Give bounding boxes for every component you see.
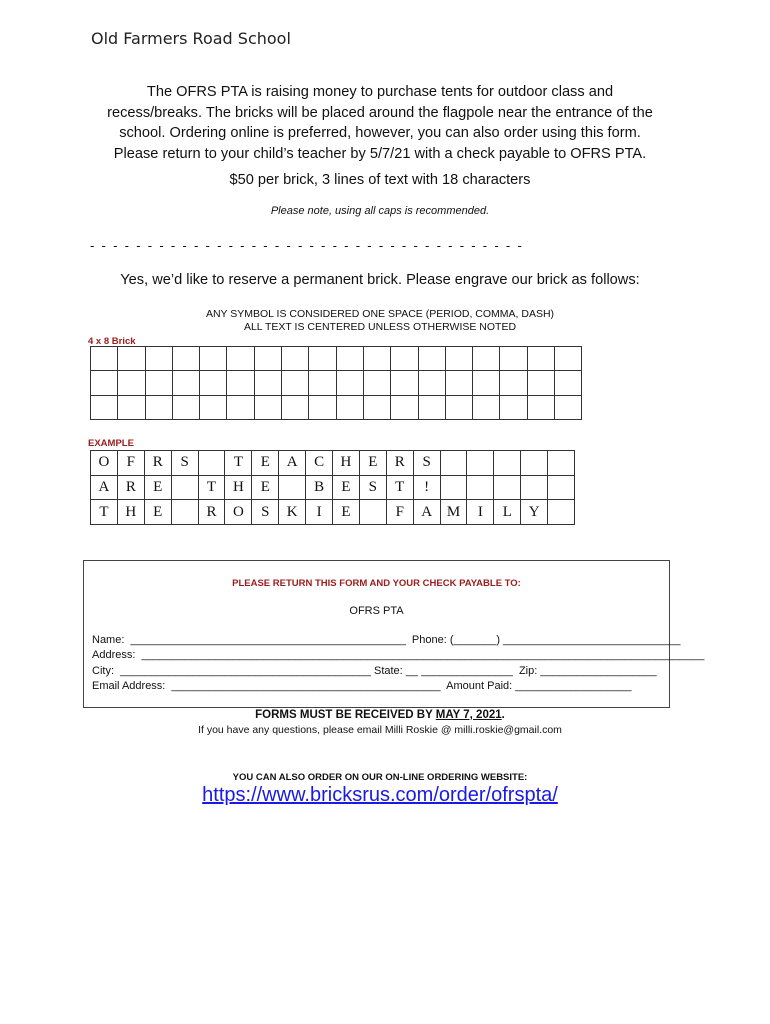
brick-letter-cell[interactable] <box>200 395 227 419</box>
brick-letter-cell[interactable] <box>172 347 199 371</box>
brick-letter-cell[interactable] <box>336 347 363 371</box>
brick-letter-cell[interactable] <box>363 395 390 419</box>
example-letter-cell: I <box>306 500 333 525</box>
example-letter-cell: T <box>225 451 252 476</box>
brick-letter-cell[interactable] <box>391 371 418 395</box>
deadline-suffix: . <box>501 709 505 721</box>
intro-line: school. Ordering online is preferred, however, you can also order using this form. <box>119 125 641 141</box>
brick-letter-cell[interactable] <box>418 395 445 419</box>
intro-line: Please return to your child’s teacher by 5/7/21 with a check payable to OFRS PTA. <box>113 145 647 162</box>
brick-letter-cell[interactable] <box>91 347 118 371</box>
brick-letter-cell[interactable] <box>172 371 199 395</box>
example-letter-cell: A <box>413 500 440 525</box>
brick-letter-cell[interactable] <box>500 371 527 395</box>
example-letter-cell: O <box>225 500 252 525</box>
example-letter-cell <box>440 451 467 476</box>
brick-letter-cell[interactable] <box>145 347 172 371</box>
email-amount-field[interactable]: Email Address: ____________________________________________ Amount Paid: ___________________ <box>92 680 632 692</box>
example-letter-cell <box>171 475 198 500</box>
intro-line: The OFRS PTA is raising money to purchase tents for outdoor class and <box>146 84 614 100</box>
brick-letter-cell[interactable] <box>282 395 309 419</box>
brick-letter-cell[interactable] <box>555 371 582 395</box>
brick-letter-cell[interactable] <box>418 347 445 371</box>
example-letter-cell <box>548 475 575 500</box>
school-name: Old Farmers Road School <box>91 29 291 48</box>
brick-letter-cell[interactable] <box>227 371 254 395</box>
price-info: $50 per brick, 3 lines of text with 18 characters <box>229 172 531 188</box>
brick-letter-cell[interactable] <box>309 395 336 419</box>
city-state-zip-field[interactable]: City: _________________________________________ State: __ _______________ Zip: ___________________ <box>92 665 657 677</box>
brick-letter-cell[interactable] <box>200 371 227 395</box>
brick-letter-cell[interactable] <box>500 395 527 419</box>
example-row <box>91 451 575 476</box>
example-letter-cell: H <box>117 500 144 525</box>
brick-entry-grid[interactable] <box>90 346 582 420</box>
deadline-date: MAY 7, 2021 <box>435 709 502 721</box>
brick-letter-cell[interactable] <box>282 347 309 371</box>
example-letter-cell: E <box>333 475 360 500</box>
brick-letter-cell[interactable] <box>418 371 445 395</box>
example-letter-cell: R <box>386 451 413 476</box>
brick-letter-cell[interactable] <box>445 395 472 419</box>
example-letter-cell: E <box>144 500 171 525</box>
deadline-prefix: FORMS MUST BE RECEIVED BY <box>255 709 436 721</box>
example-row <box>91 475 575 500</box>
brick-letter-cell[interactable] <box>527 395 554 419</box>
example-letter-cell: Y <box>521 500 548 525</box>
example-letter-cell: T <box>198 475 225 500</box>
brick-letter-cell[interactable] <box>527 347 554 371</box>
example-letter-cell: ! <box>413 475 440 500</box>
brick-letter-cell[interactable] <box>336 371 363 395</box>
example-label: EXAMPLE <box>88 438 134 449</box>
brick-grid-row <box>91 347 582 371</box>
brick-letter-cell[interactable] <box>200 347 227 371</box>
example-letter-cell <box>548 451 575 476</box>
example-letter-cell <box>548 500 575 525</box>
example-letter-cell <box>279 475 306 500</box>
brick-letter-cell[interactable] <box>145 371 172 395</box>
example-letter-cell: F <box>117 451 144 476</box>
example-letter-cell: E <box>144 475 171 500</box>
return-heading: PLEASE RETURN THIS FORM AND YOUR CHECK PAYABLE TO: <box>232 578 521 589</box>
example-letter-cell: O <box>91 451 118 476</box>
brick-grid-row <box>91 371 582 395</box>
brick-letter-cell[interactable] <box>172 395 199 419</box>
brick-letter-cell[interactable] <box>445 347 472 371</box>
intro-paragraph <box>80 82 680 164</box>
example-letter-cell <box>440 475 467 500</box>
example-letter-cell: A <box>91 475 118 500</box>
brick-letter-cell[interactable] <box>555 395 582 419</box>
example-letter-cell: S <box>413 451 440 476</box>
example-letter-cell: I <box>467 500 494 525</box>
example-letter-cell: H <box>225 475 252 500</box>
example-letter-cell: T <box>91 500 118 525</box>
brick-letter-cell[interactable] <box>254 371 281 395</box>
brick-letter-cell[interactable] <box>309 371 336 395</box>
contact-line: If you have any questions, please email Milli Roskie @ milli.roskie@gmail.com <box>198 724 562 736</box>
example-letter-cell <box>494 475 521 500</box>
brick-letter-cell[interactable] <box>91 395 118 419</box>
example-letter-cell: E <box>333 500 360 525</box>
example-grid <box>90 450 575 525</box>
rule-line: ALL TEXT IS CENTERED UNLESS OTHERWISE NOTED <box>243 321 517 333</box>
brick-letter-cell[interactable] <box>118 371 145 395</box>
example-letter-cell: F <box>386 500 413 525</box>
example-letter-cell: E <box>252 475 279 500</box>
address-field[interactable]: Address: ____________________________________________________________________________________________ <box>92 649 705 661</box>
example-letter-cell: L <box>494 500 521 525</box>
brick-letter-cell[interactable] <box>118 395 145 419</box>
brick-letter-cell[interactable] <box>473 395 500 419</box>
brick-grid-row <box>91 395 582 419</box>
example-letter-cell: R <box>198 500 225 525</box>
example-letter-cell: S <box>252 500 279 525</box>
example-letter-cell <box>467 451 494 476</box>
brick-letter-cell[interactable] <box>391 347 418 371</box>
name-phone-field[interactable]: Name: _____________________________________________ Phone: (_______) _____________________________ <box>92 634 681 646</box>
example-letter-cell <box>171 500 198 525</box>
brick-letter-cell[interactable] <box>527 371 554 395</box>
example-letter-cell: T <box>386 475 413 500</box>
example-letter-cell <box>494 451 521 476</box>
brick-letter-cell[interactable] <box>227 395 254 419</box>
example-letter-cell: A <box>279 451 306 476</box>
brick-size-label: 4 x 8 Brick <box>88 336 136 347</box>
example-letter-cell: B <box>306 475 333 500</box>
example-letter-cell: S <box>171 451 198 476</box>
example-row <box>91 500 575 525</box>
brick-letter-cell[interactable] <box>309 347 336 371</box>
example-letter-cell: R <box>117 475 144 500</box>
example-letter-cell: M <box>440 500 467 525</box>
brick-letter-cell[interactable] <box>336 395 363 419</box>
brick-letter-cell[interactable] <box>91 371 118 395</box>
example-letter-cell <box>521 475 548 500</box>
brick-letter-cell[interactable] <box>118 347 145 371</box>
example-letter-cell: C <box>306 451 333 476</box>
brick-letter-cell[interactable] <box>363 347 390 371</box>
example-letter-cell: K <box>279 500 306 525</box>
brick-letter-cell[interactable] <box>254 395 281 419</box>
deadline-notice <box>80 709 680 721</box>
brick-letter-cell[interactable] <box>555 347 582 371</box>
example-letter-cell: R <box>144 451 171 476</box>
return-form-box <box>83 560 705 708</box>
brick-letter-cell[interactable] <box>473 347 500 371</box>
example-letter-cell: H <box>333 451 360 476</box>
example-letter-cell: S <box>359 475 386 500</box>
intro-line: recess/breaks. The bricks will be placed around the flagpole near the entrance of the <box>107 104 653 121</box>
brick-letter-cell[interactable] <box>391 395 418 419</box>
brick-letter-cell[interactable] <box>363 371 390 395</box>
brick-letter-cell[interactable] <box>473 371 500 395</box>
brick-letter-cell[interactable] <box>145 395 172 419</box>
example-letter-cell: E <box>252 451 279 476</box>
brick-letter-cell[interactable] <box>254 347 281 371</box>
brick-letter-cell[interactable] <box>282 371 309 395</box>
example-letter-cell <box>359 500 386 525</box>
payee-name: OFRS PTA <box>349 605 404 617</box>
caps-note: Please note, using all caps is recommended. <box>270 205 490 217</box>
cut-line: - - - - - - - - - - - - - - - - - - - - - - - - - - - - - - - - - - - - - - <box>90 238 522 253</box>
order-website-link[interactable]: https://www.bricksrus.com/order/ofrspta/ <box>202 784 558 806</box>
reserve-statement: Yes, we’d like to reserve a permanent brick. Please engrave our brick as follows: <box>120 272 640 288</box>
brick-letter-cell[interactable] <box>445 371 472 395</box>
example-letter-cell <box>467 475 494 500</box>
engraving-rules <box>80 308 680 334</box>
example-letter-cell <box>198 451 225 476</box>
brick-letter-cell[interactable] <box>227 347 254 371</box>
online-order-label: YOU CAN ALSO ORDER ON OUR ON-LINE ORDERING WEBSITE: <box>232 772 528 783</box>
brick-letter-cell[interactable] <box>500 347 527 371</box>
example-letter-cell: E <box>359 451 386 476</box>
rule-line: ANY SYMBOL IS CONSIDERED ONE SPACE (PERIOD, COMMA, DASH) <box>205 308 555 320</box>
example-letter-cell <box>521 451 548 476</box>
